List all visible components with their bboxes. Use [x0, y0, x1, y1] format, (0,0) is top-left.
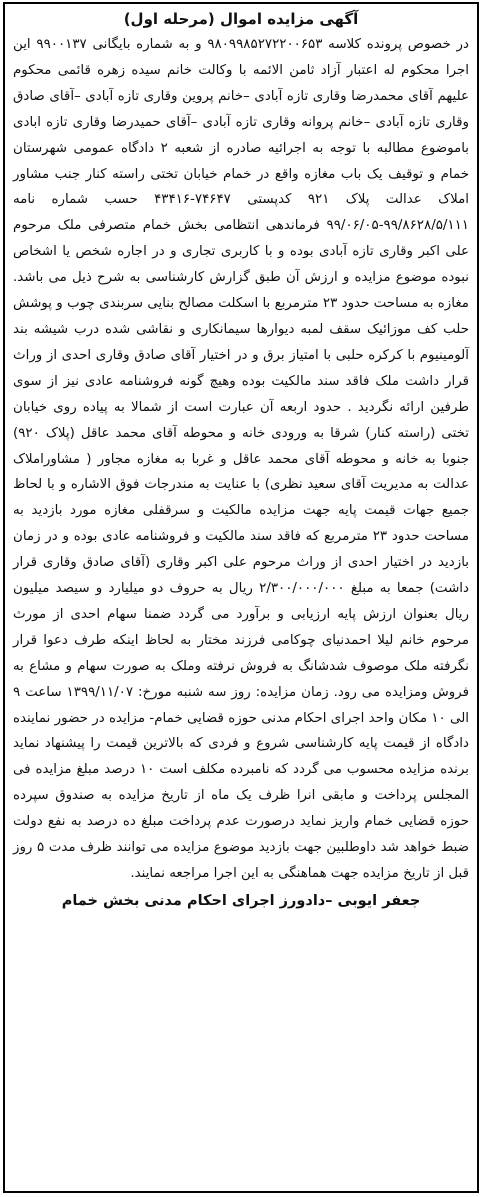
notice-frame — [3, 2, 479, 1193]
notice-body: در خصوص پرونده کلاسه ۹۸۰۹۹۸۵۲۷۲۲۰۰۶۵۳ و به شماره بایگانی ۹۹۰۰۱۳۷ این اجرا محکوم له اعتبار آزاد ثامن الائمه با وکالت خانم سیده زهره قائمی محکوم علیهم آقای محمدرضا وقاری تازه آبادی –خانم پروین وقاری تازه آبادی –آقای صادق وقاری تازه آبادی –خانم پروانه وقاری تازه آبادی –آقای حمیدرضا وقاری تازه ابادی باموضوع مطالبه با توجه به اجرائیه صادره از شعبه ۲ دادگاه عمومی شهرستان خمام و توقیف یک باب مغازه واقع در خمام خیابان تختی راسته کنار جنب مشاور املاک عدالت پلاک ۹۲۱ کدپستی ۷۴۶۴۷-۴۳۴۱۶ حسب شماره نامه ۹۹/۸۶۲۸/۵/۱۱۱-۹۹/۰۶/۰۵ فرماندهی انتظامی بخش خمام متصرفی ملک مرحوم علی اکبر وقاری تازه آبادی بوده و با کاربری تجاری و در اجاره شخص یا اشخاص نبوده موضوع مزایده و ارزش آن طبق گزارش کارشناسی به شرح ذیل می باشد. مغازه به مساحت حدود ۲۳ مترمربع با اسکلت مصالح بنایی سربندی چوب و پوشش حلب کف موزائیک سقف لمبه دیوارها سیمانکاری و نقاشی شده درب شیشه بند آلومینیوم با کرکره حلبی با امتیاز برق و در اختیار آقای صادق وقاری احدی از وراث قرار داشت ملک فاقد سند مالکیت بوده وهیچ گونه فروشنامه عادی نیز از سوی طرفین ارائه نگردید . حدود اربعه آن عبارت است از شمالا به پیاده روی خیابان تختی (راسته کنار) شرقا به ورودی خانه و محوطه آقای محمد عاقل (پلاک ۹۲۰) جنوبا به خانه و محوطه آقای محمد عاقل و غربا به مغازه مجاور ( مشاوراملاک عدالت به مدیریت آقای سعید نظری) با عنایت به مندرجات فوق الاشاره و با لحاظ جمیع جهات قیمت پایه جهت مزایده مالکیت و سرقفلی مغازه مورد بازدید به مساحت حدود ۲۳ مترمربع که فاقد سند مالکیت و فروشنامه عادی بوده و در زمان بازدید در اختیار احدی از وراث مرحوم علی اکبر وقاری (آقای صادق وقاری قرار داشت) جمعا به مبلغ ۲/۳۰۰/۰۰۰/۰۰۰ ریال به حروف دو میلیارد و سیصد میلیون ریال بعنوان ارزش پایه ارزیابی و برآورد می گردد ضمنا سهام احدی از مورث مرحوم خانم لیلا احمدنیای چوکامی فرزند مختار به لحاظ اینکه طرف دعوا قرار نگرفته ملک موصوف شدشانگ به فروش نرفته وملک به صورت سهام و مشاع به فروش ومزایده می رود. زمان مزایده: روز سه شنبه مورخ: ۱۳۹۹/۱۱/۰۷ ساعت ۹ الی ۱۰ مکان واحد اجرای احکام مدنی حوزه قضایی خمام- مزایده در حضور نماینده دادگاه از قیمت پایه کارشناسی شروع و فردی که بالاترین قیمت را پیشنهاد نماید برنده مزایده محسوب می گردد که نامبرده مکلف است ۱۰ درصد مبلغ مزایده فی المجلس پرداخت و مابقی انرا ظرف یک ماه از تاریخ مزایده به صندوق سپرده حوزه قضایی خمام واریز نماید درصورت عدم پرداخت مبلغ ده درصد به نفع دولت ضبط خواهد شد داوطلبین جهت بازدید موضوع مزایده می توانند ظرف مدت ۵ روز قبل از تاریخ مزایده جهت هماهنگی به این اجرا مراجعه نمایند. — [13, 37, 470, 881]
notice-signature: جعفر ایوبی –دادورز اجرای احکام مدنی بخش خمام — [61, 892, 421, 909]
notice-title: آگهی مزایده اموال (مرحله اول) — [123, 10, 359, 28]
